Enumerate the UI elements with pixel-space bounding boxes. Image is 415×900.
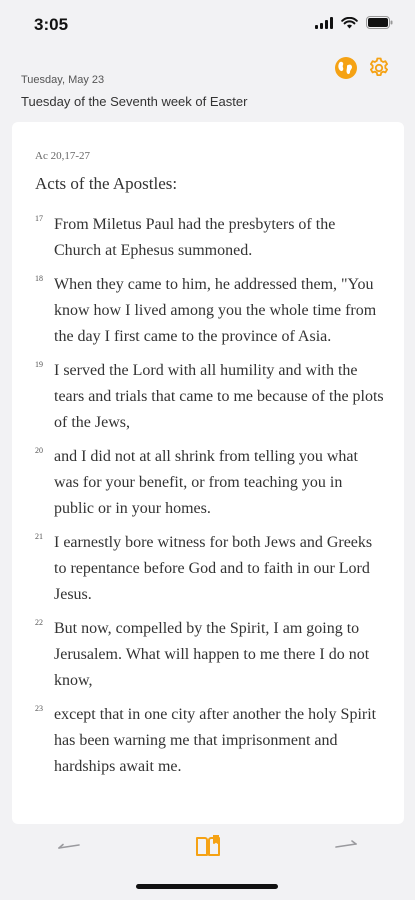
verse-list [35,212,385,788]
status-bar [0,0,415,48]
back-arrow-icon[interactable] [56,836,82,856]
status-time: 3:05 [34,15,69,34]
verse [35,358,385,436]
status-icons [315,16,393,29]
open-book-icon[interactable] [195,834,221,858]
gear-icon[interactable] [367,56,391,80]
verse-text: From Miletus Paul had the presbyters of the Church at Ephesus summoned. [54,216,336,259]
verse-number: 22 [35,618,43,627]
bottom-toolbar [0,824,415,868]
verse-number: 17 [35,214,43,223]
verse-number: 18 [35,274,43,283]
verse [35,616,385,694]
date-label: Tuesday, May 23 [21,74,105,86]
battery-icon [366,16,393,29]
home-indicator [136,884,278,889]
header [0,50,415,122]
verse-text: and I did not at all shrink from telling you what was for your benefit, or from teaching you in public or in your homes. [54,448,358,517]
wifi-icon [341,17,358,29]
liturgical-day-label: Tuesday of the Seventh week of Easter [21,94,248,109]
verse [35,530,385,608]
verse-text: But now, compelled by the Spirit, I am going to Jerusalem. What will happen to me there I do not know, [54,620,370,689]
verse-number: 21 [35,532,43,541]
forward-arrow-icon[interactable] [333,836,359,856]
book-title: Acts of the Apostles: [35,174,178,193]
verse [35,272,385,350]
verse-text: I earnestly bore witness for both Jews and Greeks to repentance before God and to faith in our Lord Jesus. [54,534,373,603]
globe-icon[interactable] [334,56,358,80]
verse-text: When they came to him, he addressed them, "You know how I lived among you the whole time from the day I first came to the province of Asia. [54,276,377,345]
verse-text: I served the Lord with all humility and with the tears and trials that came to me because of the plots of the Jews, [54,362,384,431]
verse-number: 23 [35,704,43,713]
verse-number: 19 [35,360,43,369]
reading-reference: Ac 20,17-27 [35,150,90,162]
verse [35,444,385,522]
signal-icon [315,17,333,29]
verse-number: 20 [35,446,43,455]
verse-text: except that in one city after another the holy Spirit has been warning me that imprisonment and hardships await me. [54,706,377,775]
reading-card [12,122,404,824]
verse [35,702,385,780]
verse [35,212,385,264]
